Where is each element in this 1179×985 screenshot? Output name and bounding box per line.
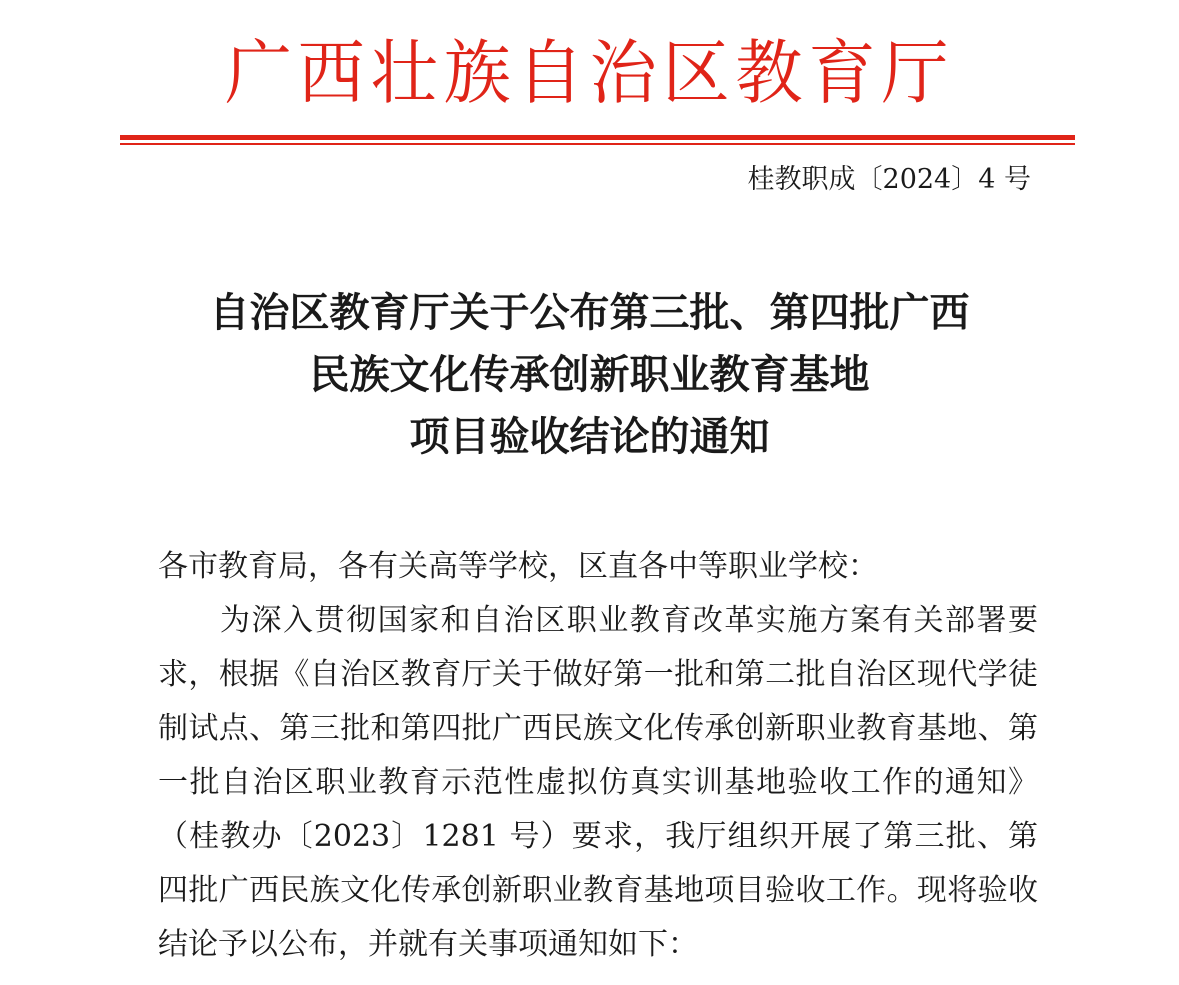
title-line-2: 民族文化传承创新职业教育基地 (309, 352, 870, 398)
red-divider-thick (120, 135, 1075, 140)
salutation: 各市教育局，各有关高等学校，区直各中等职业学校： (158, 549, 878, 584)
title-line-3: 项目验收结论的通知 (409, 414, 770, 460)
document-body (158, 540, 1038, 972)
body-paragraph: 为深入贯彻国家和自治区职业教育改革实施方案有关部署要求，根据《自治区教育厅关于做好第一批和第二批自治区现代学徒制试点、第三批和第四批广西民族文化传承创新职业教育基地、第一批自治区职业教育示范性虚拟仿真实训基地验收工作的通知》（桂教办〔2023〕1281 号）要求，我厅组织开展了第三批、第四批广西民族文化传承创新职业教育基地项目验收工作。现将验收结论予以公布，并就有关事项通知如下： (158, 603, 1038, 962)
issuer-header: 广西壮族自治区教育厅 (224, 32, 955, 114)
document-title (0, 282, 1179, 468)
red-divider-thin (120, 143, 1075, 145)
title-line-1: 自治区教育厅关于公布第三批、第四批广西 (209, 290, 970, 336)
document-number: 桂教职成〔2024〕4 号 (747, 164, 1031, 195)
